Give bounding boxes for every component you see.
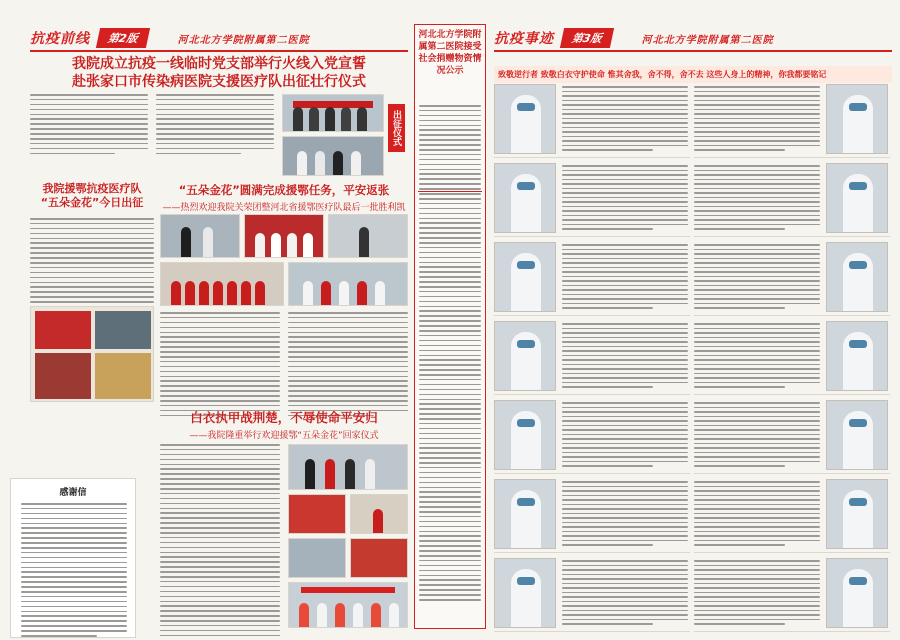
right-publisher: 河北北方学院附属第二医院 xyxy=(641,34,774,46)
profile-card xyxy=(494,240,690,316)
profile-card xyxy=(694,82,890,158)
profile-card xyxy=(494,319,690,395)
medic-photo xyxy=(826,558,888,628)
medic-photo xyxy=(494,242,556,312)
homecoming-photo xyxy=(288,444,408,490)
thank-you-letter xyxy=(10,478,136,638)
profile-card xyxy=(694,556,890,632)
right-masthead xyxy=(494,28,774,48)
group-photo-collage xyxy=(30,306,154,402)
medic-photo xyxy=(826,321,888,391)
profile-text xyxy=(562,165,688,233)
medic-photo xyxy=(826,479,888,549)
article-text xyxy=(156,94,274,158)
homecoming-photo xyxy=(288,582,408,628)
donation-notice-strip xyxy=(414,24,486,629)
right-header-rule xyxy=(494,50,892,52)
profile-text xyxy=(694,481,820,549)
profile-card xyxy=(694,161,890,237)
medic-photo xyxy=(494,479,556,549)
homecoming-photo xyxy=(350,494,408,534)
tribute-slogan: 致敬逆行者 致敬白衣守护使命 惟其舍我，舍不得，舍不去 这些人身上的精神，你我都要铭记 xyxy=(494,66,892,83)
profile-card xyxy=(694,477,890,553)
headline-five-flowers: 我院援鄂抗疫医疗队 “五朵金花”今日出征 xyxy=(40,182,144,209)
profile-card xyxy=(494,82,690,158)
subhead-mission-complete: ——热烈欢迎我院关荣团整河北省援鄂医疗队最后一批胜利凯 xyxy=(162,203,406,213)
article-text xyxy=(160,444,280,640)
medic-photo xyxy=(494,400,556,470)
left-publisher: 河北北方学院附属第二医院 xyxy=(177,34,310,46)
left-edition: 第2版 xyxy=(96,28,150,48)
medic-photo xyxy=(494,163,556,233)
medic-photo xyxy=(826,242,888,312)
donation-table xyxy=(418,191,482,621)
homecoming-photo xyxy=(350,538,408,578)
profile-text xyxy=(694,402,820,470)
right-brand: 抗疫事迹 xyxy=(494,31,554,47)
profile-card xyxy=(494,556,690,632)
profile-text xyxy=(694,86,820,154)
profile-card xyxy=(494,161,690,237)
ceremony-photo xyxy=(282,136,384,176)
article-text xyxy=(160,312,280,420)
profile-text xyxy=(562,560,688,628)
medic-photo xyxy=(826,400,888,470)
profile-text xyxy=(694,560,820,628)
profile-card xyxy=(694,240,890,316)
profile-text xyxy=(562,86,688,154)
article-text xyxy=(288,312,408,420)
profile-text xyxy=(694,244,820,312)
letter-title: 感谢信 xyxy=(59,488,87,498)
medic-photo xyxy=(494,558,556,628)
profile-card xyxy=(494,398,690,474)
profile-text xyxy=(562,323,688,391)
welcome-photo xyxy=(160,262,284,306)
medic-photo xyxy=(494,321,556,391)
profile-text xyxy=(694,323,820,391)
welcome-photo xyxy=(328,214,408,258)
article-text xyxy=(30,94,148,158)
medic-photo xyxy=(494,84,556,154)
profile-text xyxy=(694,165,820,233)
welcome-photo xyxy=(244,214,324,258)
homecoming-photo xyxy=(288,538,346,578)
donation-notice-title: 河北北方学院附属第二医院接受社会捐赠物资情况公示 xyxy=(418,30,482,76)
profile-card xyxy=(694,398,890,474)
send-off-badge: 出征仪式 xyxy=(388,104,405,152)
left-masthead xyxy=(30,28,310,48)
profile-card xyxy=(494,477,690,553)
welcome-photo xyxy=(160,214,240,258)
welcome-photo xyxy=(288,262,408,306)
left-header-rule xyxy=(30,50,408,52)
profile-text xyxy=(562,481,688,549)
profile-text xyxy=(562,402,688,470)
right-edition: 第3版 xyxy=(560,28,614,48)
ceremony-photo xyxy=(282,94,384,132)
homecoming-photo xyxy=(288,494,346,534)
headline-party-branch: 我院成立抗疫一线临时党支部举行火线入党宣誓 赴张家口市传染病医院支援医疗队出征壮行仪式 xyxy=(72,56,366,90)
headline-mission-complete: “五朵金花”圆满完成援鄂任务，平安返张 xyxy=(178,183,390,197)
left-brand: 抗疫前线 xyxy=(30,31,90,47)
subhead-white-coat: ——我院隆重举行欢迎援鄂“五朵金花”回家仪式 xyxy=(189,431,379,441)
medic-photo xyxy=(826,163,888,233)
profile-text xyxy=(562,244,688,312)
profile-card xyxy=(694,319,890,395)
headline-white-coat: 白衣执甲战荆楚，不辱使命平安归 xyxy=(190,410,378,425)
medic-photo xyxy=(826,84,888,154)
